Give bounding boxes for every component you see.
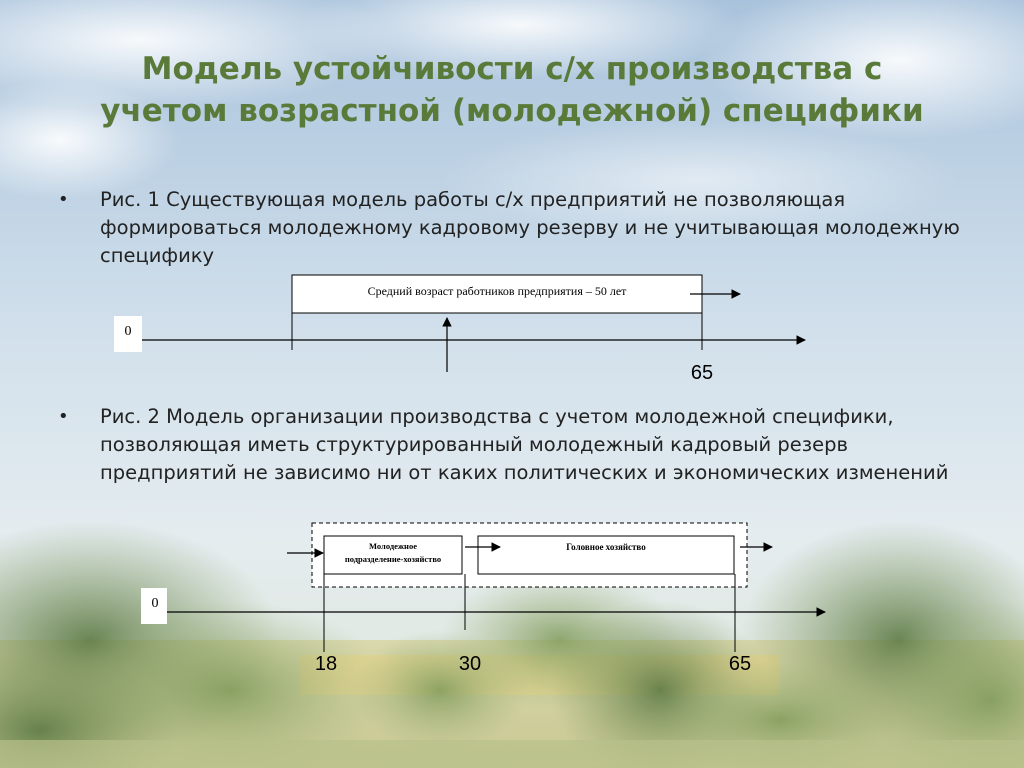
youth-subdivision-label-line1: Молодежное: [369, 541, 417, 551]
tick-label-30: 30: [458, 653, 482, 675]
origin-label: 0: [151, 596, 159, 611]
main-farm-label: Головное хозяйство: [566, 542, 646, 552]
bullet-marker: •: [58, 406, 69, 427]
tick-label-65: 65: [690, 362, 714, 384]
bullet-text: Рис. 2 Модель организации производства с учетом молодежной специфики, позволяющая иметь структурированный молодежный кадровый резерв предприятий не зависимо ни от каких политических и экономических изменений: [100, 405, 949, 484]
bullet-marker: •: [58, 189, 69, 210]
tick-label-65: 65: [728, 653, 752, 675]
figure-1: [114, 275, 805, 384]
average-age-label: Средний возраст работников предприятия – 50 лет: [367, 284, 627, 298]
bullet-text: Рис. 1 Существующая модель работы с/х предприятий не позволяющая формироваться молодежному кадровому резерву и не учитывающая молодежную специфику: [100, 188, 960, 267]
tick-label-18: 18: [314, 653, 338, 675]
youth-subdivision-label-line2: подразделение-хозяйство: [344, 554, 442, 564]
slide-title: Модель устойчивости с/х производства с учетом возрастной (молодежной) специфики: [100, 51, 924, 129]
origin-label: 0: [124, 324, 132, 339]
figure-2: [141, 523, 825, 675]
